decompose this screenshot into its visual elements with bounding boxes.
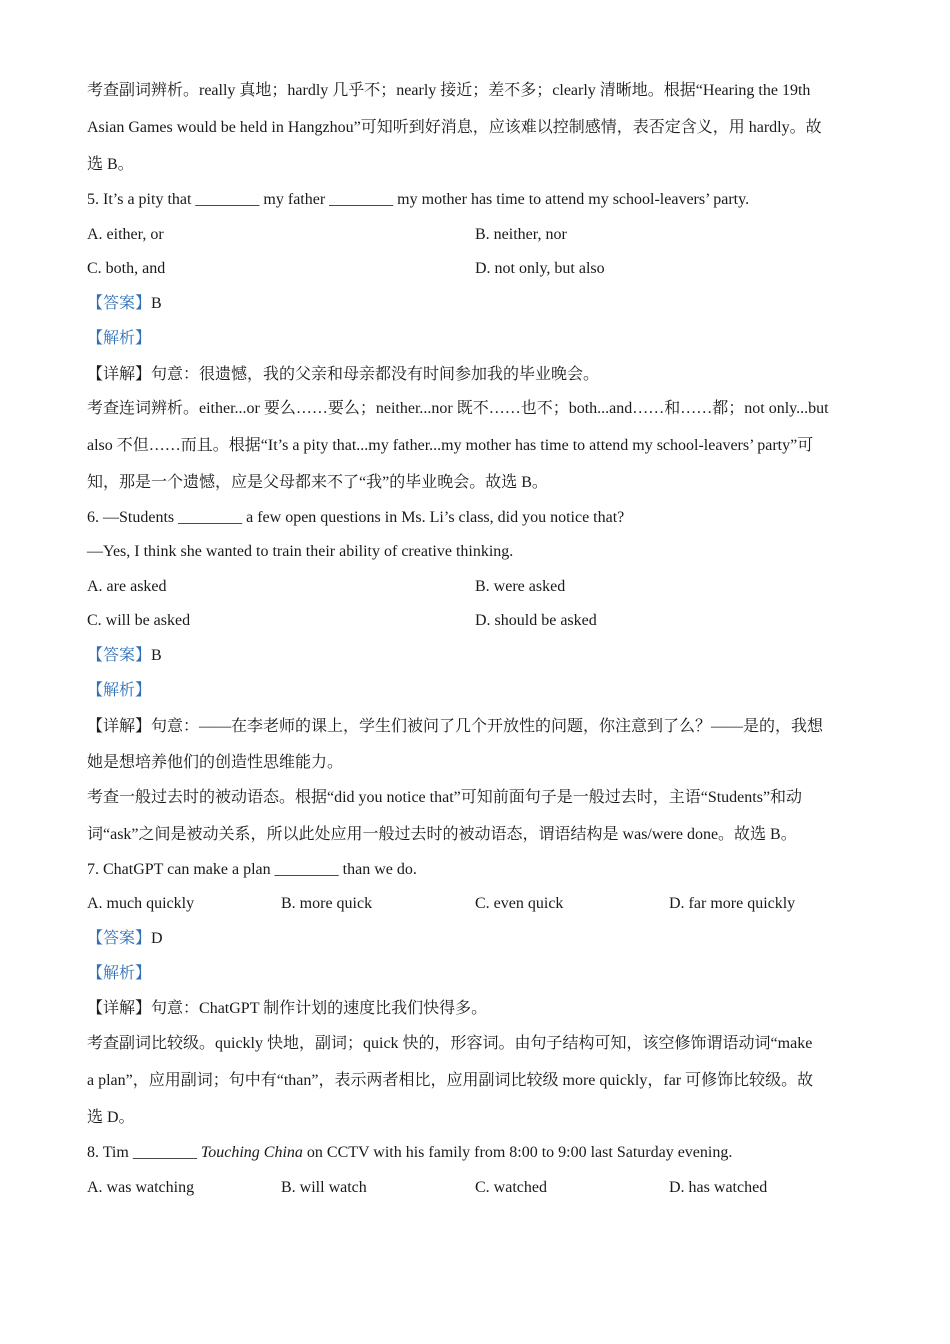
q5-answer (87, 293, 856, 315)
detail-tag: 【详解】 (87, 1000, 152, 1017)
q6-answer (87, 645, 856, 667)
q8-option-c: C. watched (475, 1179, 547, 1196)
q5-option-b: B. neither, nor (475, 226, 567, 243)
answer-value: B (151, 647, 162, 664)
q7-option-c: C. even quick (475, 895, 564, 912)
analysis-tag: 【解析】 (87, 682, 152, 699)
q6-option-d: D. should be asked (475, 612, 597, 629)
q4-explanation-line-2: Asian Games would be held in Hangzhou”可知听到好消息，应该难以控制感情，表否定含义，用 hardly。故 (87, 119, 822, 136)
detail-text: 句意：很遗憾，我的父亲和母亲都没有时间参加我的毕业晚会。 (151, 366, 600, 383)
q7-option-d: D. far more quickly (669, 895, 796, 912)
q7-stem: 7. ChatGPT can make a plan ________ than we do. (87, 861, 417, 878)
q7-explanation-line-2: a plan”，应用副词；句中有“than”，表示两者相比，应用副词比较级 more quickly，far 可修饰比较级。故 (87, 1072, 814, 1089)
q6-explanation-line-1: 考查一般过去时的被动语态。根据“did you notice that”可知前面句子是一般过去时，主语“Students”和动 (87, 789, 803, 806)
q7-option-b: B. more quick (281, 895, 373, 912)
q6-option-b: B. were asked (475, 578, 566, 595)
q4-explanation-line-3: 选 B。 (87, 156, 134, 173)
q8-option-d: D. has watched (669, 1179, 768, 1196)
detail-tag: 【详解】 (87, 718, 152, 735)
q7-detail (87, 998, 856, 1020)
q6-stem-line-1: 6. —Students ________ a few open questions in Ms. Li’s class, did you notice that? (87, 509, 625, 526)
q5-explanation-line-1: 考查连词辨析。either...or 要么……要么；neither...nor 既不……也不；both...and……和……都；not only...but (87, 400, 829, 417)
analysis-tag: 【解析】 (87, 965, 152, 982)
q8-stem (87, 1142, 856, 1164)
q7-explanation-line-1: 考查副词比较级。quickly 快地，副词；quick 快的，形容词。由句子结构可知，该空修饰谓语动词“make (87, 1035, 813, 1052)
q7-option-a: A. much quickly (87, 895, 195, 912)
answer-value: B (151, 295, 162, 312)
q4-explanation-line-1: 考查副词辨析。really 真地；hardly 几乎不；nearly 接近；差不多；clearly 清晰地。根据“Hearing the 19th (87, 82, 811, 99)
q8-option-a: A. was watching (87, 1179, 195, 1196)
answer-tag: 【答案】 (87, 647, 152, 664)
q6-detail-line-1 (87, 716, 856, 738)
analysis-tag: 【解析】 (87, 330, 152, 347)
q8-option-b: B. will watch (281, 1179, 367, 1196)
q5-option-d: D. not only, but also (475, 260, 605, 277)
q6-detail-line-2: 她是想培养他们的创造性思维能力。 (87, 754, 344, 771)
q7-explanation-line-3: 选 D。 (87, 1109, 135, 1126)
q5-detail (87, 364, 856, 386)
q6-stem-line-2: —Yes, I think she wanted to train their ability of creative thinking. (87, 543, 514, 560)
q5-explanation-line-3: 知，那是一个遗憾，应是父母都来不了“我”的毕业晚会。故选 B。 (87, 474, 548, 491)
q5-stem: 5. It’s a pity that ________ my father ________ my mother has time to attend my school-leavers’ party. (87, 191, 750, 208)
q8-stem-start: 8. Tim ________ (87, 1144, 201, 1161)
q6-option-a: A. are asked (87, 578, 167, 595)
answer-tag: 【答案】 (87, 930, 152, 947)
q7-answer (87, 928, 856, 950)
q7-analysis-heading (87, 963, 856, 985)
detail-tag: 【详解】 (87, 366, 152, 383)
q8-program-title: Touching China (200, 1144, 303, 1161)
q5-option-c: C. both, and (87, 260, 166, 277)
answer-value: D (151, 930, 163, 947)
q6-explanation-line-2: 词“ask”之间是被动关系，所以此处应用一般过去时的被动语态，谓语结构是 was/were done。故选 B。 (87, 826, 797, 843)
q6-analysis-heading (87, 680, 856, 702)
detail-text: 句意：ChatGPT 制作计划的速度比我们快得多。 (151, 1000, 488, 1017)
q6-option-c: C. will be asked (87, 612, 191, 629)
q5-explanation-line-2: also 不但……而且。根据“It’s a pity that...my father...my mother has time to attend my school-leavers’ party”可 (87, 437, 814, 454)
answer-tag: 【答案】 (87, 295, 152, 312)
q8-stem-end: on CCTV with his family from 8:00 to 9:00 last Saturday evening. (302, 1144, 733, 1161)
q5-analysis-heading (87, 328, 856, 350)
detail-text: 句意：——在李老师的课上，学生们被问了几个开放性的问题，你注意到了么？——是的，我想 (151, 718, 824, 735)
q5-option-a: A. either, or (87, 226, 164, 243)
